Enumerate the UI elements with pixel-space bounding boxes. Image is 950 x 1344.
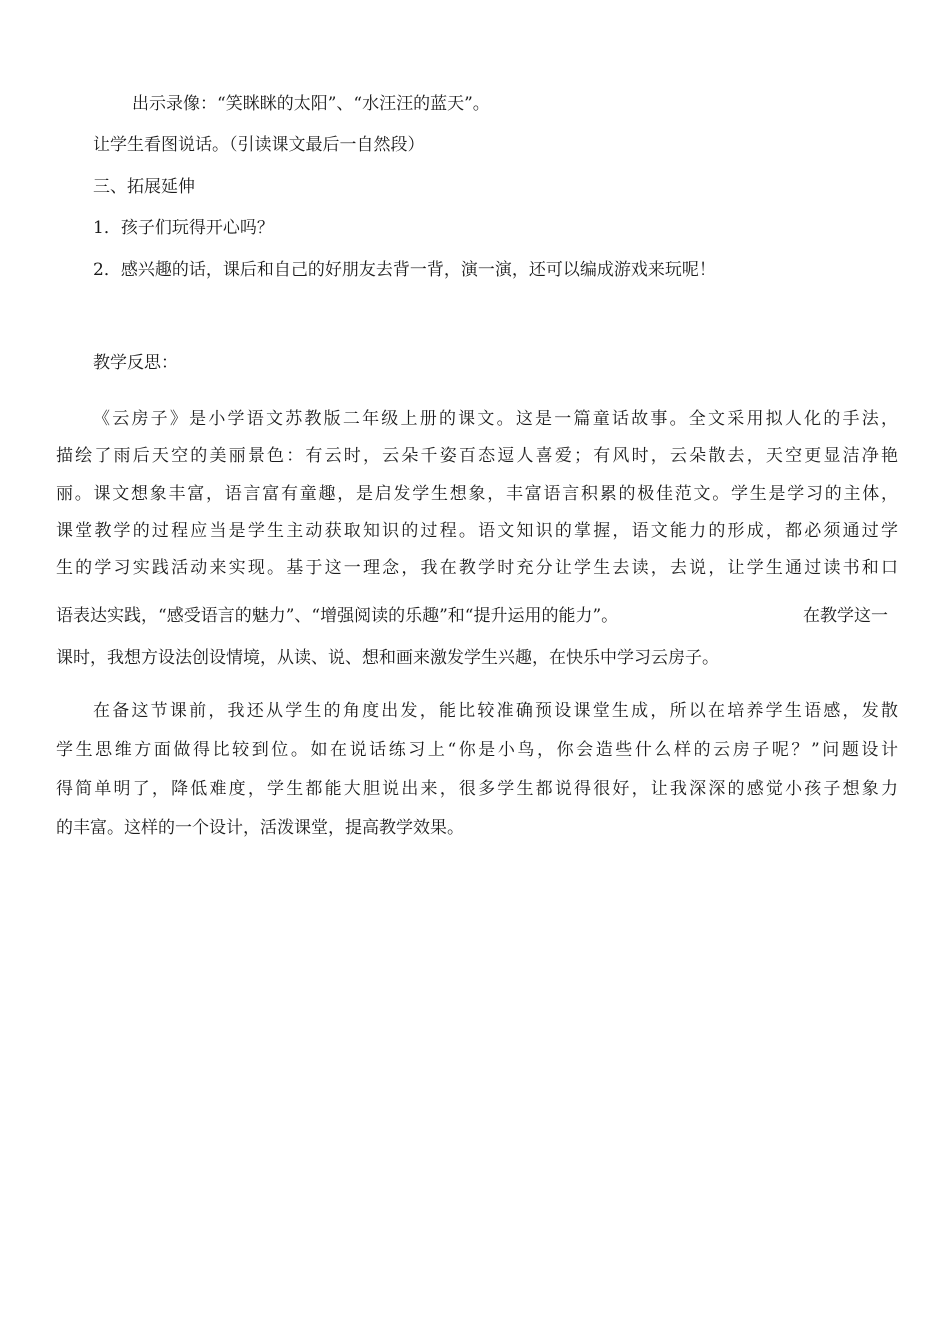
video-line: 出示录像：“笑眯眯的太阳”、“水汪汪的蓝天”。 (132, 94, 490, 114)
section-heading: 三、拓展延伸 (93, 177, 195, 197)
list-item-1: 1．孩子们玩得开心吗？ (93, 218, 274, 238)
list-item-2: 2．感兴趣的话，课后和自己的好朋友去背一背，演一演，还可以编成游戏来玩呢！ (93, 260, 716, 280)
reflection-title: 教学反思： (93, 353, 178, 373)
speak-line: 让学生看图说话。（引读课文最后一自然段） (93, 135, 425, 155)
paragraph2-line: 学生思维方面做得比较到位。如在说话练习上“你是小鸟，你会造些什么样的云房子呢？”问题设计 (56, 740, 898, 760)
paragraph1-line: 生的学习实践活动来实现。基于这一理念，我在教学时充分让学生去读，去说，让学生通过读书和口 (56, 558, 898, 578)
paragraph1-line: 丽。课文想象丰富，语言富有童趣，是启发学生想象，丰富语言积累的极佳范文。学生是学习的主体， (56, 484, 898, 504)
paragraph1-line: 描绘了雨后天空的美丽景色：有云时，云朵千姿百态逗人喜爱；有风时，云朵散去，天空更显洁净艳 (56, 446, 898, 466)
paragraph1-line: 课时，我想方设法创设情境，从读、说、想和画来激发学生兴趣，在快乐中学习云房子。 (56, 648, 719, 668)
paragraph2-line: 得简单明了，降低难度，学生都能大胆说出来，很多学生都说得很好，让我深深的感觉小孩子想象力 (56, 779, 898, 799)
paragraph1-tail: 在教学这一 (803, 606, 888, 626)
paragraph1-line: 课堂教学的过程应当是学生主动获取知识的过程。语文知识的掌握，语文能力的形成，都必须通过学 (56, 521, 898, 541)
paragraph2-line: 的丰富。这样的一个设计，活泼课堂，提高教学效果。 (56, 818, 464, 838)
paragraph1-line: 《云房子》是小学语文苏教版二年级上册的课文。这是一篇童话故事。全文采用拟人化的手法， (93, 409, 898, 429)
paragraph2-line: 在备这节课前，我还从学生的角度出发，能比较准确预设课堂生成，所以在培养学生语感，发散 (93, 701, 898, 721)
paragraph1-line: 语表达实践，“感受语言的魅力”、“增强阅读的乐趣”和“提升运用的能力”。 (56, 606, 619, 626)
